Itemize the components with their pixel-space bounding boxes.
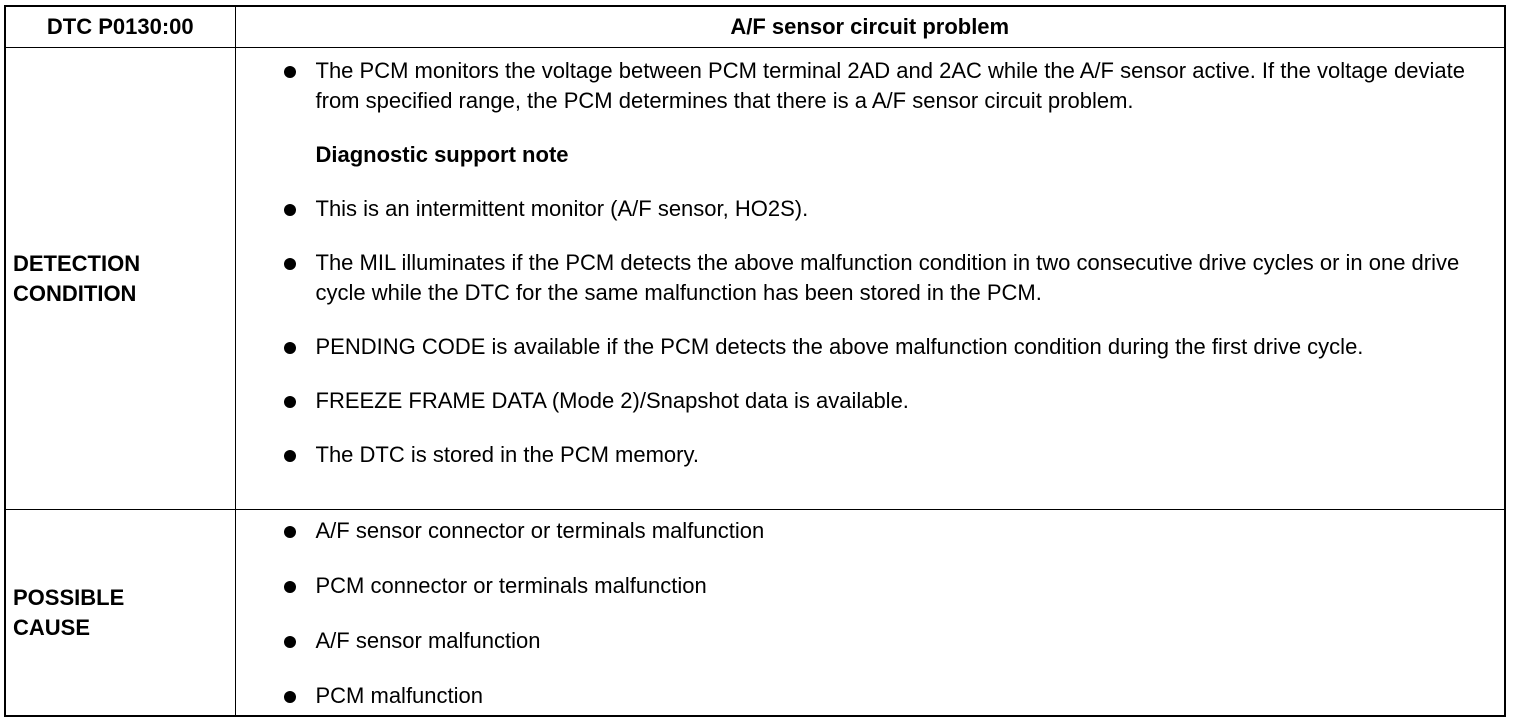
- dtc-title-cell: A/F sensor circuit problem: [235, 6, 1505, 48]
- item-text: A/F sensor connector or terminals malfunction: [315, 518, 765, 543]
- bullet-icon: [284, 581, 296, 593]
- detection-label-line2: CONDITION: [13, 280, 137, 306]
- detection-list: [284, 48, 1475, 470]
- detection-condition-row: [5, 48, 1505, 510]
- list-item: [284, 626, 1475, 656]
- possible-cause-row: [5, 510, 1505, 717]
- bullet-icon: [284, 691, 296, 703]
- cause-label-line1: POSSIBLE: [13, 584, 125, 610]
- bullet-icon: [284, 450, 296, 462]
- item-text: PCM connector or terminals malfunction: [315, 573, 707, 598]
- cause-list: [284, 510, 1475, 711]
- header-row: [5, 6, 1505, 48]
- bullet-icon: [284, 66, 296, 78]
- bullet-icon: [284, 258, 296, 270]
- list-item: [284, 440, 1475, 470]
- bullet-icon: [284, 342, 296, 354]
- cause-label-line2: CAUSE: [13, 614, 91, 640]
- dtc-table: [4, 5, 1506, 717]
- list-item: [284, 681, 1475, 711]
- bullet-icon: [284, 526, 296, 538]
- list-item: [284, 386, 1475, 416]
- item-text: The DTC is stored in the PCM memory.: [315, 442, 699, 467]
- detection-label-line1: DETECTION: [13, 250, 141, 276]
- list-item: [284, 248, 1475, 308]
- item-text: FREEZE FRAME DATA (Mode 2)/Snapshot data is available.: [315, 388, 909, 413]
- bullet-icon: [284, 204, 296, 216]
- list-item: [284, 56, 1475, 116]
- item-text: PENDING CODE is available if the PCM detects the above malfunction condition during the first drive cycle.: [315, 334, 1364, 359]
- list-item: [284, 194, 1475, 224]
- list-item: [284, 571, 1475, 601]
- item-text: A/F sensor malfunction: [315, 628, 541, 653]
- item-text: The MIL illuminates if the PCM detects the above malfunction condition in two consecutive drive cycles or in one drive cycle while the DTC for the same malfunction has been stored in the PCM.: [315, 250, 1460, 305]
- item-text: This is an intermittent monitor (A/F sensor, HO2S).: [315, 196, 809, 221]
- item-text: PCM malfunction: [315, 683, 484, 708]
- dtc-code-cell: DTC P0130:00: [5, 6, 235, 48]
- item-text: The PCM monitors the voltage between PCM terminal 2AD and 2AC while the A/F sensor active. If the voltage deviate from specified range, the PCM determines that there is a A/F sensor circuit problem.: [315, 58, 1465, 113]
- bullet-icon: [284, 636, 296, 648]
- possible-cause-label: [5, 510, 235, 717]
- detection-condition-content: [235, 48, 1505, 510]
- diagnostic-note-heading: Diagnostic support note: [315, 142, 569, 167]
- bullet-icon: [284, 396, 296, 408]
- possible-cause-content: [235, 510, 1505, 717]
- detection-condition-label: [5, 48, 235, 510]
- list-item: [284, 516, 1475, 546]
- list-item: [284, 332, 1475, 362]
